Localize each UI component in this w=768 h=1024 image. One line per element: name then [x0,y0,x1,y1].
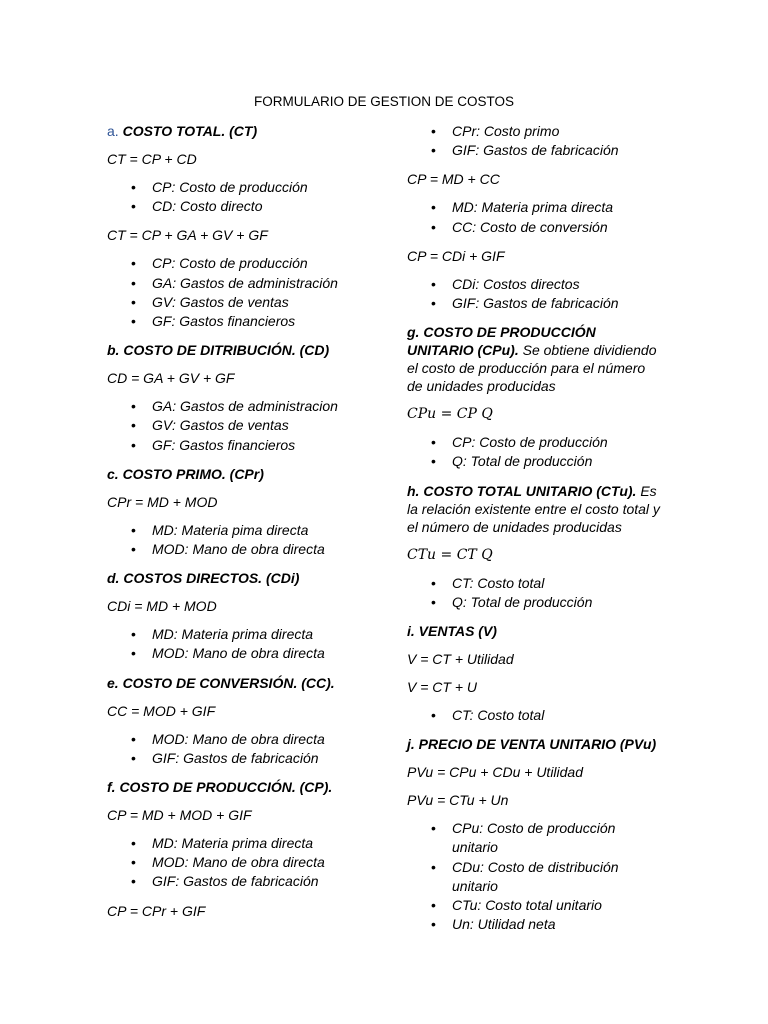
list-item: • MOD: Mano de obra directa [107,853,397,872]
section-g-text-1: Se obtiene dividiendo [518,342,657,359]
list-item: • CTu: Costo total unitario [407,896,667,915]
list-item: • GV: Gastos de ventas [107,416,397,435]
list-item: • MD: Materia prima directa [407,198,667,217]
section-j-heading: j. PRECIO DE VENTA UNITARIO (PVu) [407,736,657,753]
section-g-text-2: el costo de producción para el número [407,360,646,377]
left-column [107,122,397,920]
list-cpr [107,521,397,559]
list-item: • CDi: Costos directos [407,275,667,294]
list-item: • Q: Total de producción [407,452,667,471]
section-g-heading-line1: g. COSTO DE PRODUCCIÓN [407,324,596,341]
list-item: • MD: Materia prima directa [107,625,397,644]
list-item-text: unitario [452,839,498,856]
list-item-text: CDu: Costo de distribución [452,858,619,875]
section-d-heading: d. COSTOS DIRECTOS. (CDi) [107,570,300,587]
section-a-heading [107,122,397,140]
section-h-text-1: Es [636,482,657,499]
section-h-text-3: el número de unidades producidas [407,518,622,535]
list-item: • CPr: Costo primo [407,122,667,141]
list-item: • CT: Costo total [407,574,667,593]
right-column [407,122,667,934]
formula-ctu: CTu = CT Q [407,546,493,563]
list-item: • CP: Costo de producción [107,254,397,273]
list-cp-1 [107,834,397,892]
section-i-heading: i. VENTAS (V) [407,623,497,640]
list-cpu [407,433,667,471]
list-item: • GA: Gastos de administracion [107,397,397,416]
list-item: • CP: Costo de producción [107,178,397,197]
section-b-heading: b. COSTO DE DITRIBUCIÓN. (CD) [107,342,330,359]
list-item: • GIF: Gastos de fabricación [407,141,667,160]
section-g-heading-line2: UNITARIO (CPu). [407,342,519,359]
list-item: • GIF: Gastos de fabricación [407,294,667,313]
list-cd [107,397,397,455]
formula-cd: CD = GA + GV + GF [107,370,235,387]
list-cc [107,730,397,768]
page-title: FORMULARIO DE GESTION DE COSTOS [253,94,515,109]
section-f-heading: f. COSTO DE PRODUCCIÓN. (CP). [107,779,333,796]
list-cdi [107,625,397,663]
list-item: • CP: Costo de producción [407,433,667,452]
section-h-paragraph [407,482,667,536]
formula-cdi: CDi = MD + MOD [107,598,217,615]
list-cp-3 [407,198,667,236]
list-v [407,706,667,725]
list-item: • CT: Costo total [407,706,667,725]
list-item: • MD: Materia prima directa [107,834,397,853]
list-item: • Un: Utilidad neta [407,915,667,934]
list-item [407,858,667,896]
formula-cp-2: CP = CPr + GIF [107,902,206,919]
list-pvu [407,819,667,934]
list-item: • CD: Costo directo [107,197,397,216]
list-item: • GF: Gastos financieros [107,312,397,331]
list-ctu [407,574,667,612]
section-g-paragraph [407,323,667,395]
section-g-text-3: de unidades producidas [407,378,556,395]
formula-cp-4: CP = CDi + GIF [407,247,505,264]
list-item: • GV: Gastos de ventas [107,293,397,312]
list-item [407,819,667,857]
list-item-text: unitario [452,877,498,894]
list-item: • GIF: Gastos de fabricación [107,749,397,768]
formula-v-1: V = CT + Utilidad [407,651,514,668]
formula-cc: CC = MOD + GIF [107,702,216,719]
list-item: • MOD: Mano de obra directa [107,730,397,749]
list-cp-4 [407,275,667,313]
formula-ct-1: CT = CP + CD [107,151,197,167]
list-item: • GIF: Gastos de fabricación [107,872,397,891]
list-ct-1 [107,178,397,216]
list-item: • GF: Gastos financieros [107,436,397,455]
formula-cpu: CPu = CP Q [407,406,493,423]
formula-ct-2: CT = CP + GA + GV + GF [107,227,268,244]
list-item-text: CPu: Costo de producción [452,820,616,837]
section-h-heading: h. COSTO TOTAL UNITARIO (CTu). [407,482,637,499]
formula-cp-1: CP = MD + MOD + GIF [107,807,252,824]
formula-v-2: V = CT + U [407,679,478,696]
section-e-heading: e. COSTO DE CONVERSIÓN. (CC). [107,674,335,691]
list-item: • Q: Total de producción [407,593,667,612]
section-h-text-2: la relación existente entre el costo total y [407,500,660,517]
list-item: • MOD: Mano de obra directa [107,540,397,559]
formula-cp-3: CP = MD + CC [407,171,500,188]
formula-cpr: CPr = MD + MOD [107,493,218,510]
list-item: • MD: Materia pima directa [107,521,397,540]
list-item: • MOD: Mano de obra directa [107,644,397,663]
list-item: • CC: Costo de conversión [407,218,667,237]
formula-pvu-1: PVu = CPu + CDu + Utilidad [407,764,584,781]
list-item: • GA: Gastos de administración [107,274,397,293]
section-a-label: a. [107,123,119,139]
list-ct-2 [107,254,397,331]
formula-pvu-2: PVu = CTu + Un [407,792,509,809]
list-cp-2 [407,122,667,160]
section-a-title: COSTO TOTAL. (CT) [122,123,258,139]
section-c-heading: c. COSTO PRIMO. (CPr) [107,465,264,482]
